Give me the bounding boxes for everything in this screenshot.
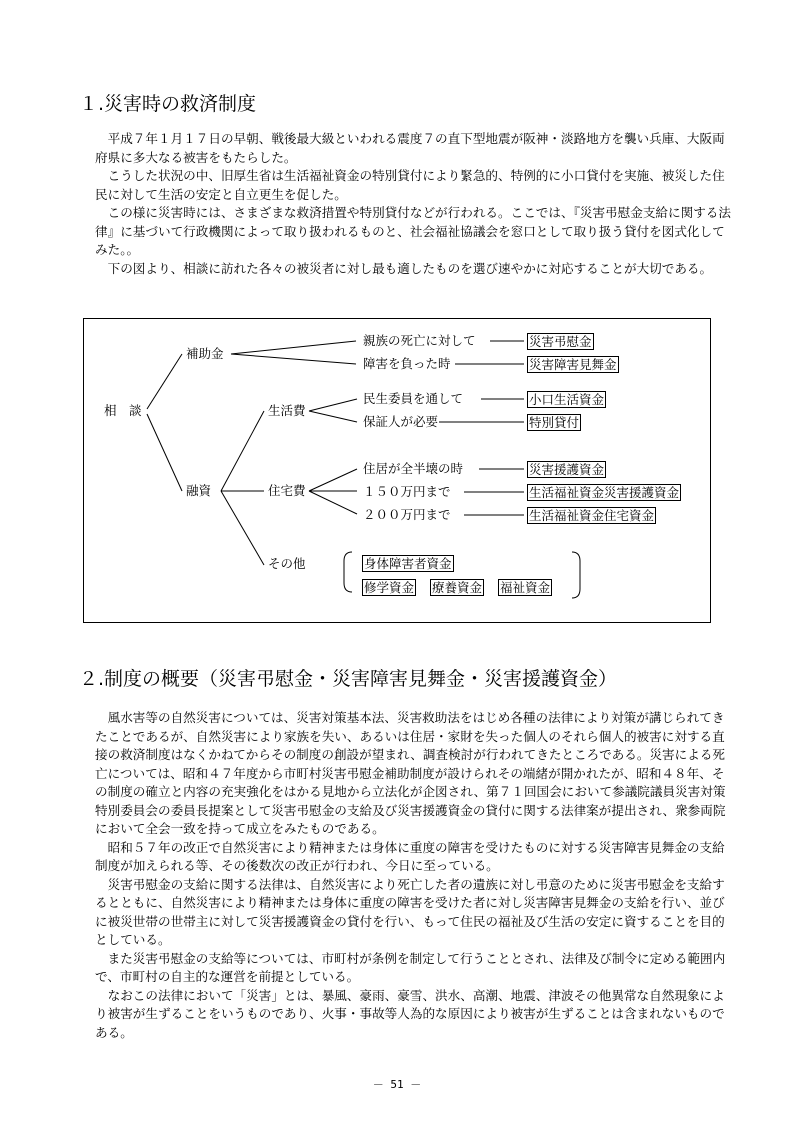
section-2-title: ２.制度の概要（災害弔慰金・災害障害見舞金・災害援護資金）	[79, 668, 618, 690]
connector-line	[231, 354, 356, 364]
paragraph: 下の図より、相談に訪れた各々の被災者に対し最も適したものを選び速やかに対応することが大切である。	[107, 260, 713, 276]
other-label: その他	[268, 556, 306, 571]
box-welfare-fund[interactable]: 福祉資金	[500, 580, 551, 595]
section-2-body	[95, 709, 735, 1042]
condition-house-destroyed: 住居が全半壊の時	[363, 461, 464, 476]
connector-line	[221, 411, 264, 491]
paragraph: 災害弔慰金の支給に関する法律は、自然災害により死亡した者の遺族に対し弔意のために災害弔慰金を支給するとともに、自然災害により精神または身体に重度の障害を受けた者に対し災害障害見舞金の支給を行い、並びに被災世帯の世帯主に対して災害援護資金の貸付を行い、もって住民の福祉及び生活の安定に資することを目的としている。	[95, 876, 725, 947]
condition-up-to-1.5m: １５０万円まで	[363, 484, 451, 499]
paragraph: 平成７年１月１７日の早朝、戦後最大級といわれる震度７の直下型地震が阪神・淡路地方を襲い兵庫、大阪両府県に多大なる被害をもたらした。	[95, 131, 725, 165]
box-disability-consolation[interactable]: 災害障害見舞金	[529, 357, 617, 372]
box-condolence-money[interactable]: 災害弔慰金	[529, 334, 592, 349]
box-disabled-person-fund[interactable]: 身体障害者資金	[364, 556, 452, 571]
section-1-title: １.災害時の救済制度	[79, 93, 257, 115]
paragraph: この様に災害時には、さまざまな救済措置や特別貸付などが行われる。ここでは、『災害弔慰金支給に関する法律』に基づいて行政機関によって取り扱われるものと、社会福祉協議会を窓口として取り扱う貸付を図式化してみた。。	[95, 205, 731, 257]
housing-expenses-label: 住宅費	[268, 483, 306, 498]
box-special-loan[interactable]: 特別貸付	[529, 415, 580, 430]
box-small-living-fund[interactable]: 小口生活資金	[529, 392, 605, 407]
box-welfare-disaster-fund[interactable]: 生活福祉資金災害援護資金	[529, 485, 680, 500]
connector-line	[221, 491, 264, 565]
connector-line	[309, 469, 357, 491]
box-education-fund[interactable]: 修学資金	[364, 580, 415, 595]
subsidy-label: 補助金	[186, 346, 224, 361]
living-expenses-label: 生活費	[268, 403, 306, 418]
bracket-right	[572, 552, 580, 598]
page-number: － 51 －	[372, 1078, 422, 1091]
paragraph: 風水害等の自然災害については、災害対策基本法、災害救助法をはじめ各種の法律により対策が講じられてきたことであるが、自然災害により家族を失い、あるいは住居・家財を失った個人のそれら個人的被害に対する直接の救済制度はなくかねてからその制度の創設が望まれ、調査検討が行われてきたところである。災害による死亡については、昭和４７年度から市町村災害弔慰金補助制度が設けられその端緒が開かれたが、昭和４８年、その制度の確立と内容の充実強化をはかる見地から立法化が企図され、第７１回国会において参議院議員災害対策特別委員会の委員長提案として災害弔慰金の支給及び災害援護資金の貸付に関する法律案が提出され、衆参両院において全会一致を持って成立をみたものである。	[95, 710, 726, 836]
bracket-left	[344, 552, 352, 592]
box-disaster-relief-fund[interactable]: 災害援護資金	[529, 462, 605, 477]
loan-label: 融資	[186, 483, 212, 498]
connector-line	[147, 414, 182, 491]
connector-line	[309, 491, 357, 514]
condition-death: 親族の死亡に対して	[363, 333, 476, 348]
paragraph: なおこの法律において「災害」とは、暴風、豪雨、豪雪、洪水、高潮、地震、津波その他異常な自然現象により被害が生ずることをいうものであり、火事・事故等人為的な原因により被害が生ずることは含まれないものである。	[95, 987, 725, 1040]
paragraph: また災害弔慰金の支給等については、市町村が条例を制定して行うこととされ、法律及び制令に定める範囲内で、市町村の自主的な運営を前提としている。	[95, 950, 726, 984]
connector-line	[231, 341, 356, 354]
condition-welfare-commissioner: 民生委員を通して	[363, 391, 464, 406]
connector-line	[147, 354, 182, 409]
condition-up-to-2m: ２００万円まで	[363, 507, 451, 522]
paragraph: こうした状況の中、旧厚生省は生活福祉資金の特別貸付により緊急的、特例的に小口貸付を実施、被災した住民に対して生活の安定と自立更生を促した。	[95, 168, 725, 202]
condition-guarantor: 保証人が必要	[363, 414, 439, 429]
condition-disability: 障害を負った時	[363, 356, 451, 371]
box-medical-care-fund[interactable]: 療養資金	[432, 580, 483, 595]
connector-line	[309, 411, 357, 422]
consultation-label: 相 談	[104, 403, 142, 418]
connector-line	[309, 399, 357, 411]
box-welfare-housing-fund[interactable]: 生活福祉資金住宅資金	[529, 508, 655, 523]
paragraph: 昭和５７年の改正で自然災害により精神または身体に重度の障害を受けたものに対する災害障害見舞金の支給制度が加えられる等、その後数次の改正が行われ、今日に至っている。	[95, 839, 725, 873]
section-1-body	[95, 130, 735, 278]
relief-system-diagram	[83, 318, 711, 623]
